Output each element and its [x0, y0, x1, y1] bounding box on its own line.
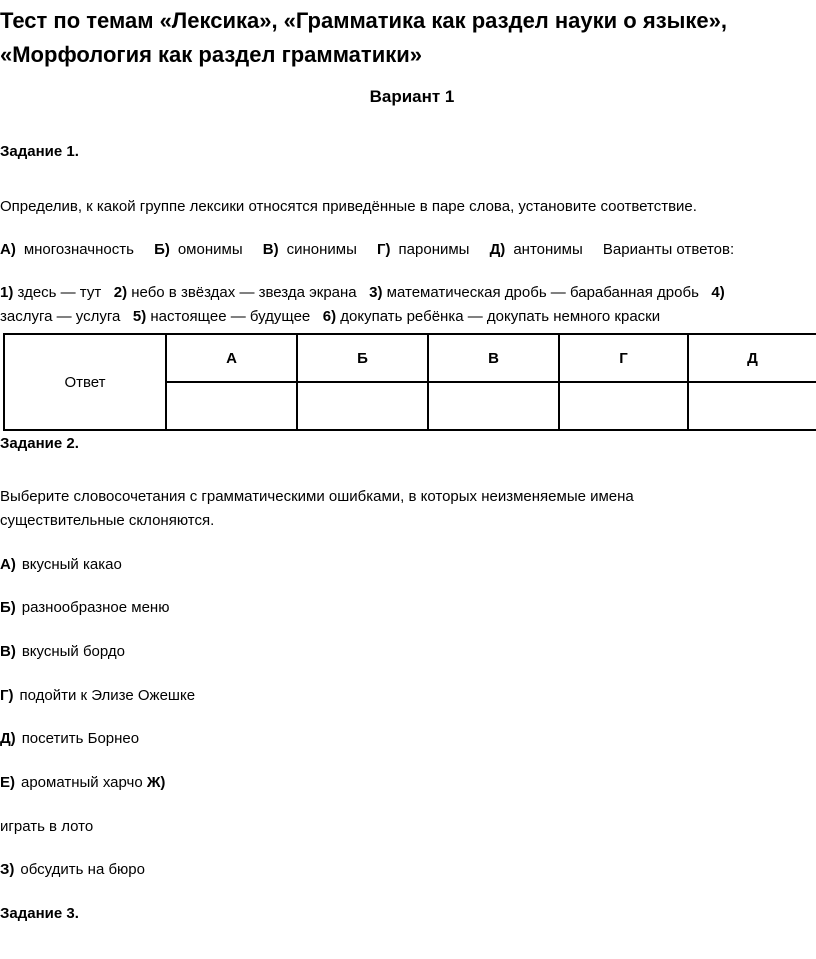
group-a: А) многозначность: [0, 241, 134, 258]
answer-row-label: Ответ: [4, 334, 166, 430]
task1-heading: Задание 1.: [0, 143, 79, 160]
title-line-2: «Морфология как раздел грамматики»: [0, 42, 422, 67]
answer-table: [3, 333, 816, 431]
col-header-b: Б: [297, 334, 428, 382]
pair-2: 2) небо в звёздах — звезда экрана: [113, 284, 357, 301]
answer-cell-b[interactable]: [297, 382, 428, 430]
answers-label: Варианты ответов:: [602, 241, 735, 258]
col-header-d: Д: [688, 334, 816, 382]
pair-4-text: заслуга — услуга: [0, 308, 121, 325]
pair-3: 3) математическая дробь — барабанная дробь: [369, 284, 699, 301]
task2-item-d: Д) посетить Борнео: [0, 730, 140, 747]
group-v: В) синонимы: [262, 241, 357, 258]
task2-item-g: Г) подойти к Элизе Ожешке: [0, 687, 196, 704]
pair-6: 6) докупать ребёнка — докупать немного краски: [322, 308, 661, 325]
task2-item-a: А) вкусный какао: [0, 556, 122, 573]
variant-heading: Вариант 1: [369, 87, 455, 106]
group-g: Г) паронимы: [377, 241, 470, 258]
task2-item-v: В) вкусный бордо: [0, 643, 125, 660]
answer-cell-a[interactable]: [166, 382, 297, 430]
title-line-1: Тест по темам «Лексика», «Грамматика как раздел науки о языке»,: [0, 8, 728, 33]
task2-heading: Задание 2.: [0, 435, 79, 452]
task2-instruction-line-1: Выберите словосочетания с грамматическими ошибками, в которых неизменяемые имена: [0, 488, 634, 505]
task2-item-z: З) обсудить на бюро: [0, 861, 145, 878]
group-b: Б) омонимы: [154, 241, 243, 258]
col-header-a: А: [166, 334, 297, 382]
document-title: [0, 4, 816, 72]
task2-item-zh-text: играть в лото: [0, 818, 94, 835]
col-header-v: В: [428, 334, 559, 382]
pair-5: 5) настоящее — будущее: [132, 308, 311, 325]
task2-item-e: Е) ароматный харчо Ж): [0, 774, 166, 791]
task2-item-b: Б) разнообразное меню: [0, 599, 170, 616]
answer-cell-g[interactable]: [559, 382, 688, 430]
task2-item-zh-letter: Ж): [146, 774, 166, 791]
task1-groups: [0, 240, 742, 260]
pair-1: 1) здесь — тут: [0, 284, 102, 301]
col-header-g: Г: [559, 334, 688, 382]
task2-instruction-line-2: существительные склоняются.: [0, 512, 215, 529]
task1-instruction: Определив, к какой группе лексики относятся приведённые в паре слова, установите соответствие.: [0, 198, 697, 215]
answer-cell-v[interactable]: [428, 382, 559, 430]
task3-heading: Задание 3.: [0, 905, 79, 922]
task1-pairs-line-1: [0, 283, 725, 303]
answer-cell-d[interactable]: [688, 382, 816, 430]
task1-pairs-line-2: [0, 307, 660, 327]
pair-4-num: 4): [711, 284, 725, 301]
group-d: Д) антонимы: [489, 241, 583, 258]
